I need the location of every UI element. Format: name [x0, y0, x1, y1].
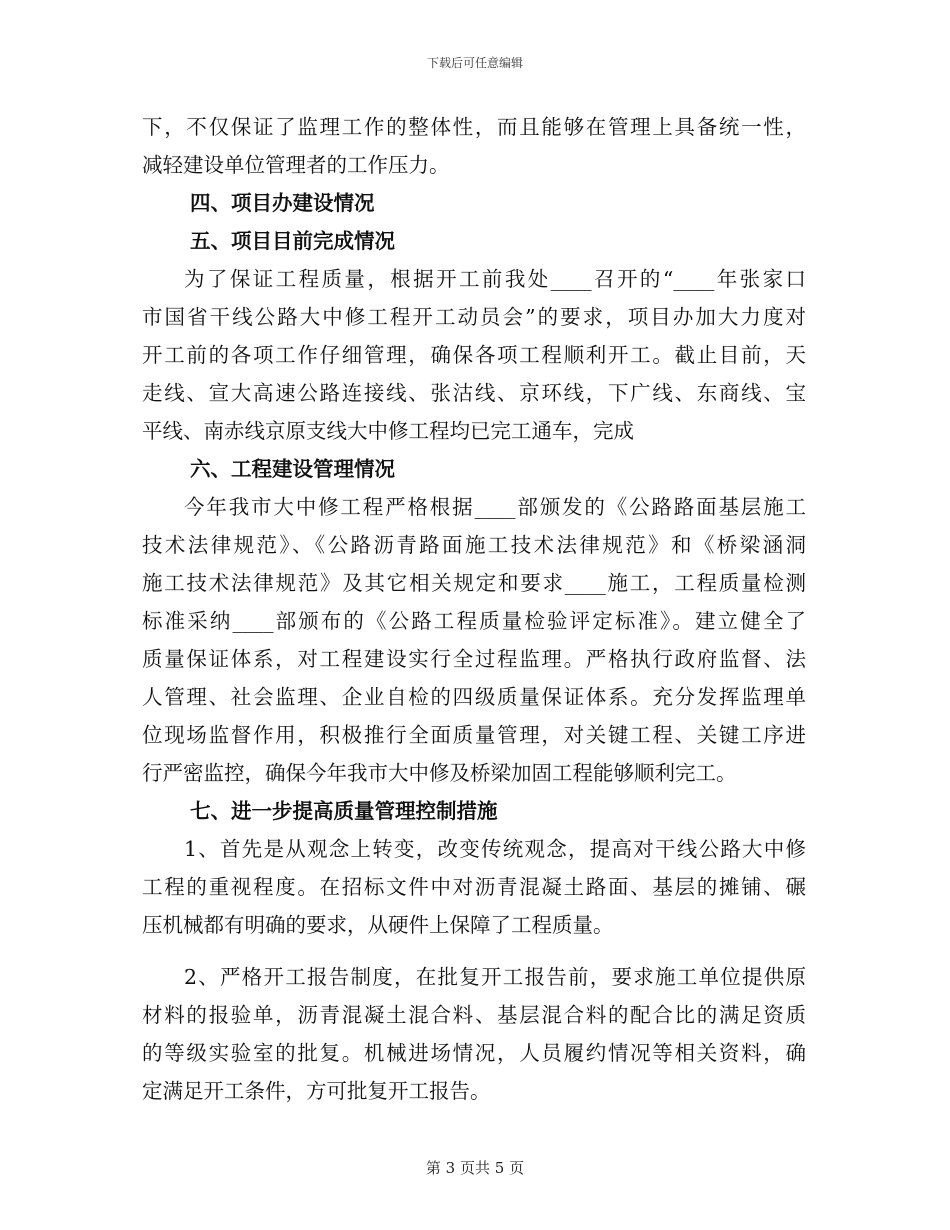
body-line: 位现场监督作用，积极推行全面质量管理，对关键工程、关键工序进	[142, 723, 806, 747]
body-line: 走线、宣大高速公路连接线、张沽线、京环线，下广线、东商线、宝	[142, 381, 806, 405]
body-line: 今年我市大中修工程严格根据____部颁发的《公路路面基层施工	[184, 495, 806, 519]
body-line: 标准采纳____部颁布的《公路工程质量检验评定标准》。建立健全了	[142, 609, 806, 633]
section-heading-7: 七、进一步提高质量管理控制措施	[190, 799, 498, 823]
page-header: 下载后可任意编辑	[426, 56, 523, 70]
paragraph-gap	[142, 944, 806, 958]
section-heading-4: 四、项目办建设情况	[190, 191, 375, 215]
body-line: 技术法律规范》、《公路沥青路面施工技术法律规范》和《桥梁涵洞	[142, 533, 806, 557]
body-line: 质量保证体系，对工程建设实行全过程监理。严格执行政府监督、法	[142, 647, 806, 671]
body-line: 开工前的各项工作仔细管理，确保各项工程顺利开工。截止目前，天	[142, 343, 806, 367]
page-number: 第 3 页共 5 页	[425, 1159, 525, 1177]
body-line: 为了保证工程质量，根据开工前我处____召开的“____年张家口	[184, 267, 806, 291]
body-line: 人管理、社会监理、企业自检的四级质量保证体系。充分发挥监理单	[142, 685, 806, 709]
section-heading-6: 六、工程建设管理情况	[190, 457, 395, 481]
body-line: 定满足开工条件，方可批复开工报告。	[142, 1079, 491, 1103]
body-line: 行严密监控，确保今年我市大中修及桥梁加固工程能够顺利完工。	[142, 761, 737, 785]
body-line: 材料的报验单，沥青混凝土混合料、基层混合料的配合比的满足资质	[142, 1003, 806, 1027]
body-line: 压机械都有明确的要求，从硬件上保障了工程质量。	[142, 913, 614, 937]
body-line: 市国省干线公路大中修工程开工动员会”的要求，项目办加大力度对	[142, 305, 806, 329]
section-heading-5: 五、项目目前完成情况	[190, 229, 395, 253]
document-body	[142, 108, 806, 1110]
body-line: 减轻建设单位管理者的工作压力。	[142, 153, 450, 177]
body-line: 平线、南赤线京原支线大中修工程均已完工通车，完成	[142, 419, 634, 443]
body-line: 2、严格开工报告制度，在批复开工报告前，要求施工单位提供原	[184, 965, 806, 989]
body-line: 工程的重视程度。在招标文件中对沥青混凝土路面、基层的摊铺、碾	[142, 875, 806, 899]
body-line: 施工技术法律规范》及其它相关规定和要求____施工，工程质量检测	[142, 571, 806, 595]
body-line: 下，不仅保证了监理工作的整体性，而且能够在管理上具备统一性，	[142, 115, 806, 139]
body-line: 1、首先是从观念上转变，改变传统观念，提高对干线公路大中修	[184, 837, 806, 861]
body-line: 的等级实验室的批复。机械进场情况，人员履约情况等相关资料，确	[142, 1041, 806, 1065]
